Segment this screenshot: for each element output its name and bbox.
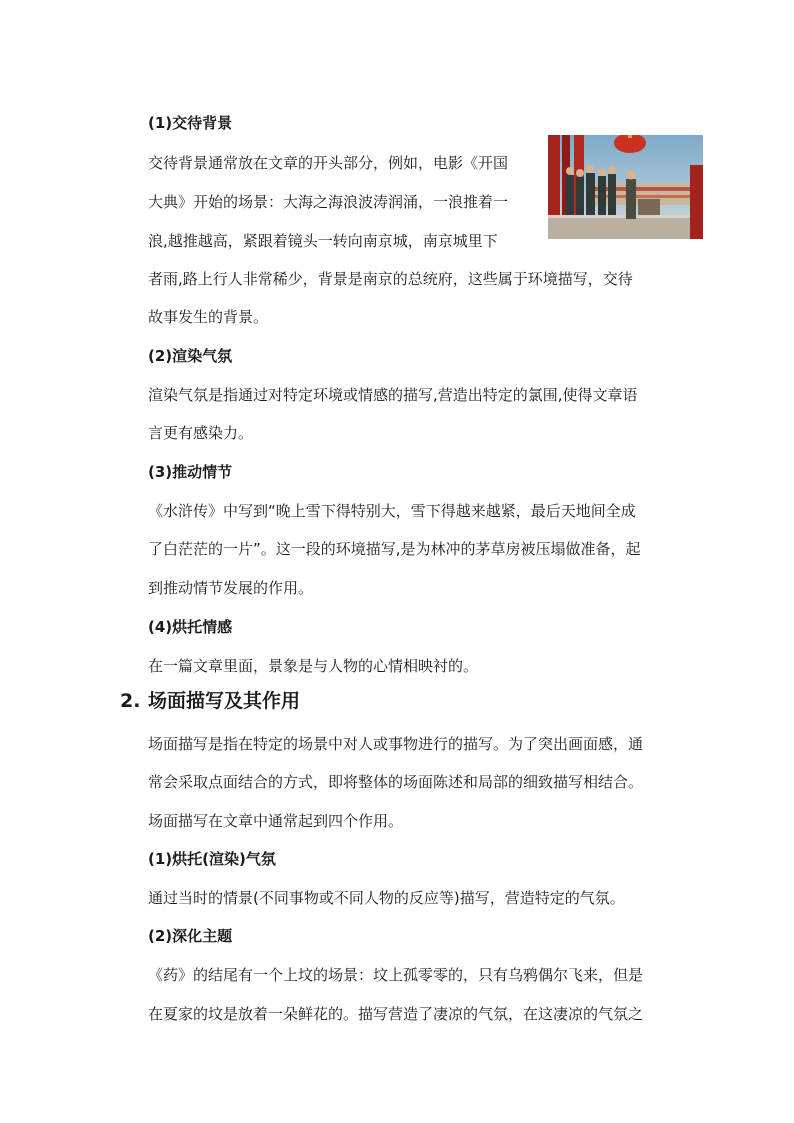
paragraph-line: 交待背景通常放在文章的开头部分，例如，电影《开国 (148, 154, 509, 172)
paragraph-line: 者雨,路上行人非常稀少，背景是南京的总统府，这些属于环境描写，交待 (148, 270, 633, 288)
paragraph-line: 《药》的结尾有一个上坟的场景：坟上孤零零的，只有乌鸦偶尔飞来，但是 (148, 966, 644, 984)
paragraph-line: 了白茫茫的一片”。这一段的环境描写,是为林冲的茅草房被压塌做准备，起 (148, 540, 641, 558)
section-heading (120, 686, 300, 713)
founding-ceremony-painting (548, 135, 703, 239)
subheading-emotion: (4)烘托情感 (148, 618, 233, 636)
paragraph-line: 故事发生的背景。 (148, 308, 269, 326)
paragraph-line: 渲染气氛是指通过对特定环境或情感的描写,营造出特定的氯围,使得文章语 (148, 386, 638, 404)
paragraph-line: 大典》开始的场景：大海之海浪波涛润涌，一浪推着一 (148, 193, 509, 211)
subheading-plot: (3)推动情节 (148, 463, 233, 481)
paragraph-line: 场面描写在文章中通常起到四个作用。 (148, 812, 404, 830)
paragraph-line: 言更有感染力。 (148, 424, 254, 442)
subheading-atmosphere: (2)渲染气氛 (148, 347, 233, 365)
paragraph-line: 通过当时的情景(不同事物或不同人物的反应等)描写，营造特定的气氛。 (148, 889, 625, 907)
paragraph-line: 到推动情节发展的作用。 (148, 579, 314, 597)
section-title: 场面描写及其作用 (148, 690, 301, 712)
paragraph-line: 在一篇文章里面，景象是与人物的心情相映衬的。 (148, 657, 479, 675)
subheading-background: (1)交待背景 (148, 114, 233, 132)
subheading-set-off-atmosphere: (1)烘托(渲染)气氛 (148, 850, 276, 868)
subheading-deepen-theme: (2)深化主题 (148, 927, 233, 945)
paragraph-line: 场面描写是指在特定的场景中对人或事物进行的描写。为了突出画面感，通 (148, 735, 644, 753)
section-number: 2. (120, 690, 141, 712)
paragraph-line: 浪,越推越高，紧跟着镜头一转向南京城，南京城里下 (148, 232, 498, 250)
paragraph-line: 在夏家的坟是放着一朵鲜花的。描写营造了凄凉的气氛，在这凄凉的气氛之 (148, 1005, 644, 1023)
paragraph-line: 《水浒传》中写到“晚上雪下得特别大，雪下得越来越紧，最后天地间全成 (148, 502, 636, 520)
paragraph-line: 常会采取点面结合的方式，即将整体的场面陈述和局部的细致描写相结合。 (148, 773, 644, 791)
painting-image (548, 135, 703, 239)
